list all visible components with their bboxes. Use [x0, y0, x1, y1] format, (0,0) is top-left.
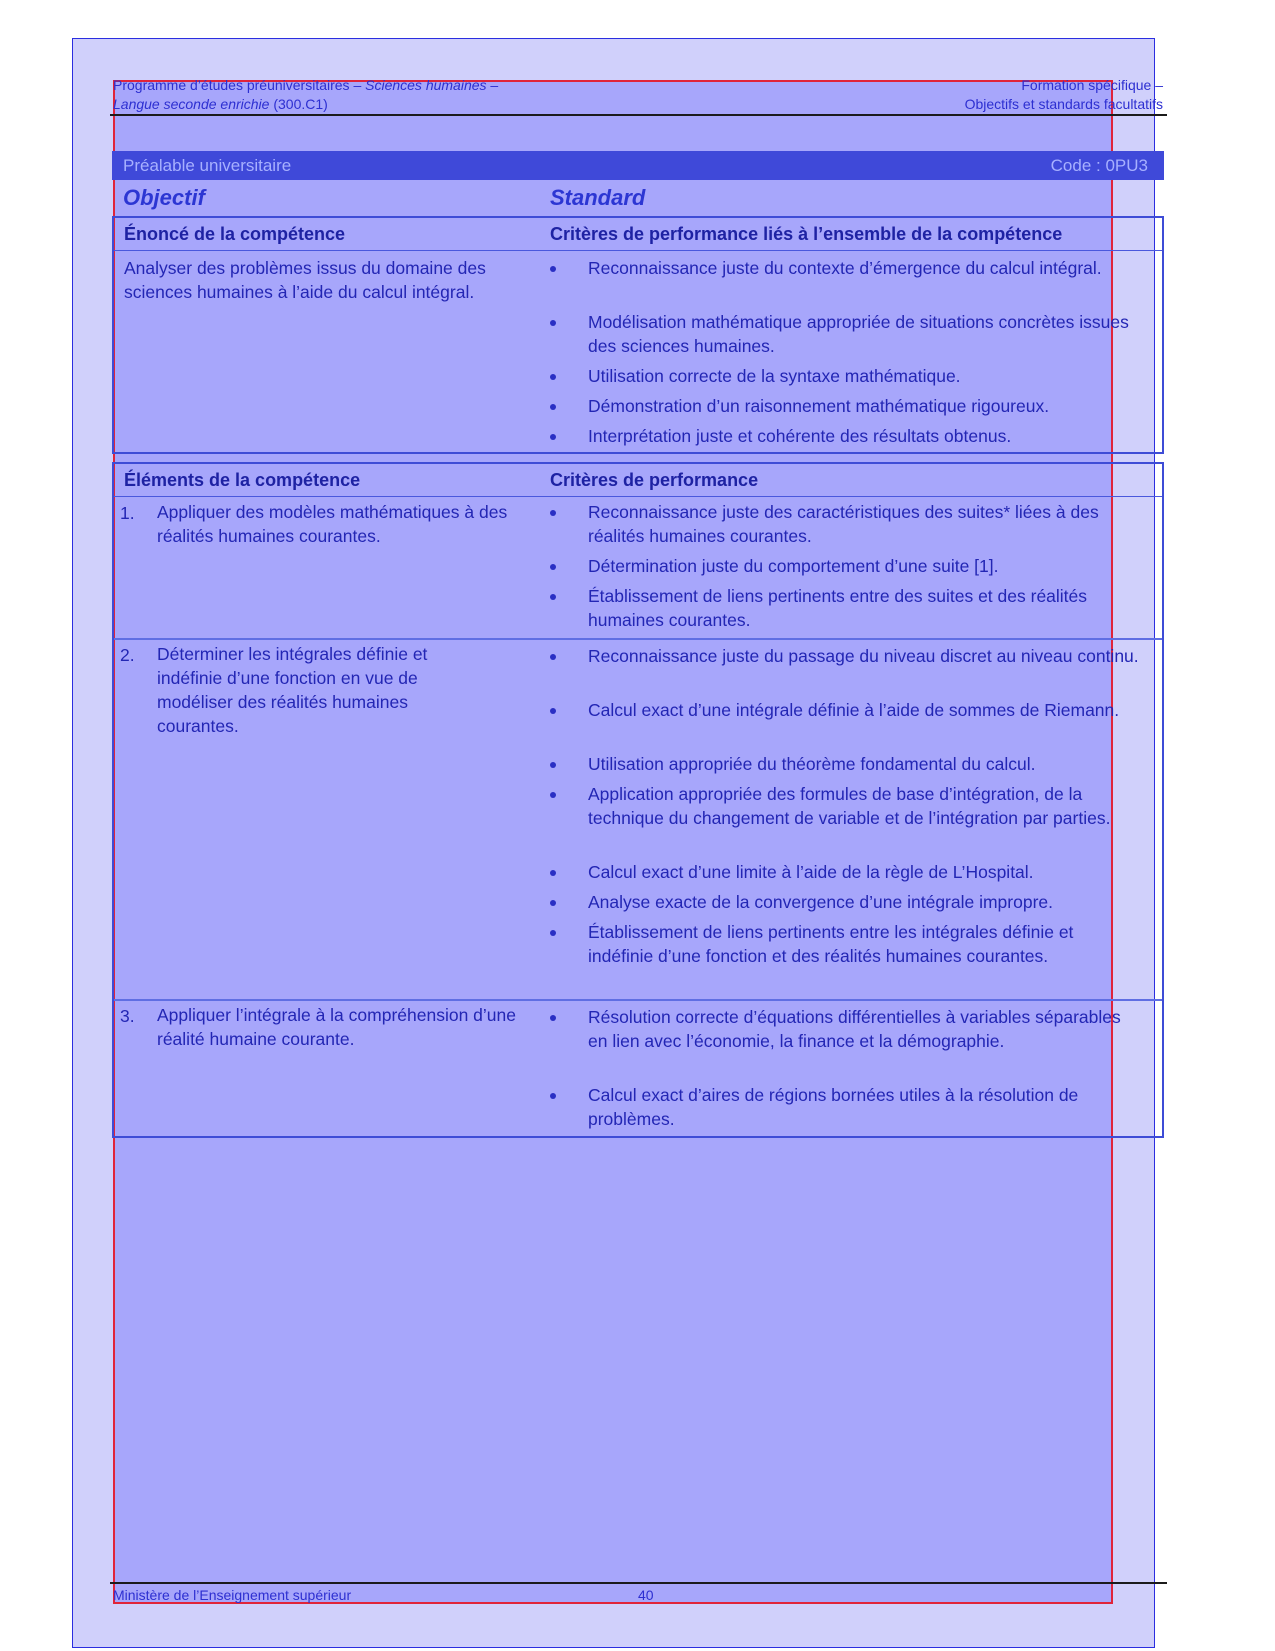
element-criterion: Reconnaissance juste des caractéristiques des suites* liées à des réalités humaines courantes.: [588, 502, 1099, 546]
element-criterion: Analyse exacte de la convergence d’une intégrale impropre.: [588, 892, 1054, 912]
header-language: Langue seconde enrichie: [113, 96, 270, 112]
element-criterion: Application appropriée des formules de base d’intégration, de la technique du changement de variable et de l’intégration par parties.: [588, 784, 1111, 828]
header-code: (300.C1): [269, 96, 328, 112]
competence-criterion: Reconnaissance juste du contexte d’émergence du calcul intégral.: [588, 258, 1102, 278]
element-criterion: Résolution correcte d’équations différentielles à variables séparables en lien avec l’économie, la finance et la démographie.: [588, 1007, 1121, 1051]
bullet-icon: [550, 404, 556, 410]
element-text: Déterminer les intégrales définie et indéfinie d’une fonction en vue de modéliser des réalités humaines courantes.: [157, 644, 428, 736]
bullet-icon: [550, 594, 556, 600]
row-divider: [114, 999, 1162, 1001]
bullet-icon: [550, 870, 556, 876]
header-program: Programme d’études préuniversitaires –: [113, 77, 366, 93]
competence-statement: Analyser des problèmes issus du domaine des sciences humaines à l’aide du calcul intégral.: [124, 258, 486, 302]
banner-code: Code : 0PU3: [1050, 156, 1148, 175]
element-criterion: Détermination juste du comportement d’une suite [1].: [588, 556, 999, 576]
competence-table-header: [114, 218, 1162, 251]
competence-criterion: Démonstration d’un raisonnement mathématique rigoureux.: [588, 396, 1050, 416]
competence-table: [112, 216, 1164, 454]
bullet-icon: [550, 266, 556, 272]
standard-heading: Standard: [550, 185, 646, 210]
element-criterion: Établissement de liens pertinents entre les intégrales définie et indéfinie d’une fonction et des réalités humaines courantes.: [588, 922, 1074, 966]
element-text: Appliquer des modèles mathématiques à des réalités humaines courantes.: [157, 502, 508, 546]
footer-page-number: 40: [638, 1587, 654, 1603]
bullet-icon: [550, 434, 556, 440]
element-criterion: Calcul exact d’une intégrale définie à l’aide de sommes de Riemann.: [588, 700, 1120, 720]
title-banner: [112, 151, 1164, 180]
bullet-icon: [550, 654, 556, 660]
elements-header-right: Critères de performance: [550, 470, 759, 490]
bullet-icon: [550, 900, 556, 906]
header-objectives: Objectifs et standards facultatifs: [964, 96, 1163, 112]
banner-title: Préalable universitaire: [123, 156, 292, 175]
bullet-icon: [550, 762, 556, 768]
header-program-field: Sciences humaines: [365, 77, 487, 93]
elements-table: [112, 462, 1164, 1138]
element-text: Appliquer l’intégrale à la compréhension d’une réalité humaine courante.: [157, 1005, 516, 1049]
header-formation: Formation spécifique –: [1021, 77, 1163, 93]
bullet-icon: [550, 320, 556, 326]
bullet-icon: [550, 1093, 556, 1099]
competence-header-right: Critères de performance liés à l’ensemble de la compétence: [550, 224, 1063, 244]
bullet-icon: [550, 1015, 556, 1021]
element-criterion: Établissement de liens pertinents entre des suites et des réalités humaines courantes.: [588, 586, 1088, 630]
element-number: 3.: [120, 1006, 135, 1026]
bullet-icon: [550, 930, 556, 936]
element-number: 2.: [120, 645, 135, 665]
bullet-icon: [550, 708, 556, 714]
bullet-icon: [550, 374, 556, 380]
footer: [113, 1587, 654, 1603]
competence-header-left: Énoncé de la compétence: [124, 224, 346, 244]
element-number: 1.: [120, 503, 135, 523]
footer-ministry: Ministère de l’Enseignement supérieur: [113, 1587, 352, 1603]
competence-criterion: Modélisation mathématique appropriée de situations concrètes issues des sciences humaines.: [588, 312, 1129, 356]
row-divider: [114, 638, 1162, 640]
competence-criterion: Utilisation correcte de la syntaxe mathématique.: [588, 366, 961, 386]
bullet-icon: [550, 564, 556, 570]
elements-header-left: Éléments de la compétence: [124, 470, 361, 490]
header-program-sep: –: [486, 77, 499, 93]
footer-rule: [110, 1582, 1167, 1584]
elements-table-header: [114, 464, 1162, 497]
competence-criterion: Interprétation juste et cohérente des résultats obtenus.: [588, 426, 1012, 446]
bullet-icon: [550, 792, 556, 798]
objective-heading: Objectif: [123, 185, 205, 210]
bullet-icon: [550, 510, 556, 516]
element-criterion: Calcul exact d’aires de régions bornées utiles à la résolution de problèmes.: [588, 1085, 1079, 1129]
header-rule: [110, 114, 1167, 116]
element-criterion: Calcul exact d’une limite à l’aide de la règle de L’Hospital.: [588, 862, 1034, 882]
element-criterion: Utilisation appropriée du théorème fondamental du calcul.: [588, 754, 1036, 774]
element-criterion: Reconnaissance juste du passage du niveau discret au niveau continu.: [588, 646, 1139, 666]
